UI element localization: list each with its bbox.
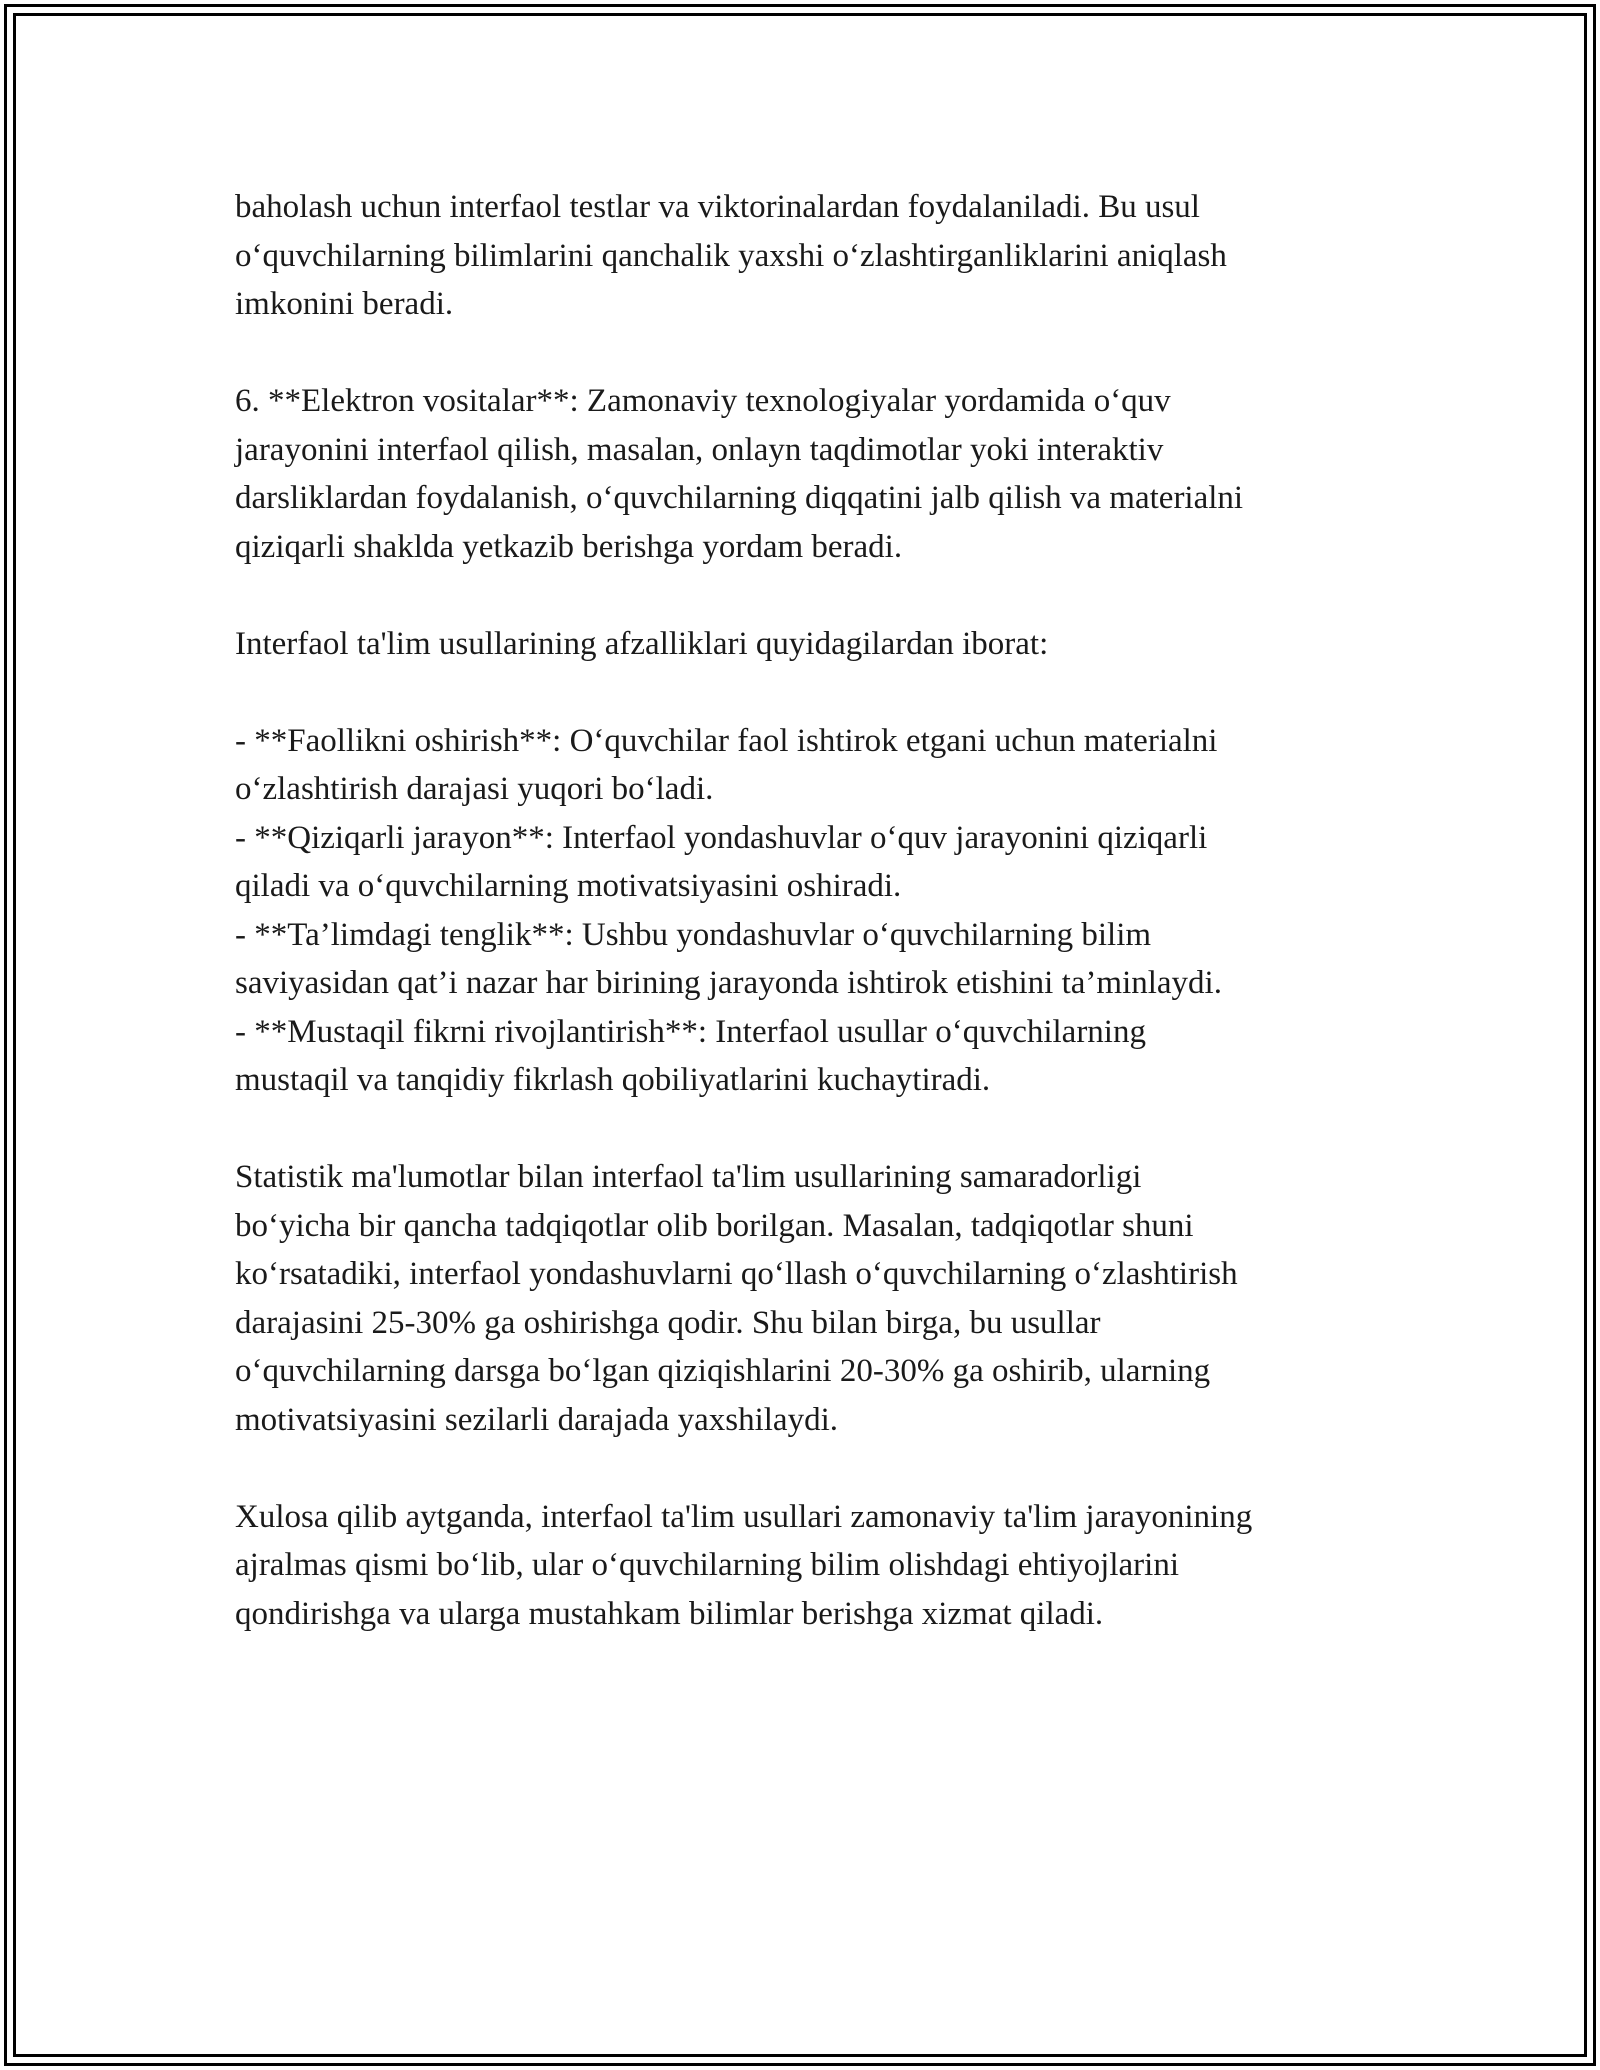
text-line: qondirishga va ularga mustahkam bilimlar berishga xizmat qiladi.	[235, 1595, 1104, 1632]
paragraph-advantages-intro	[235, 620, 1385, 669]
paragraph-statistics	[235, 1153, 1385, 1444]
text-line: ajralmas qismi bo‘lib, ular o‘quvchilarning bilim olishdagi ehtiyojlarini	[235, 1547, 1179, 1583]
text-line: qiziqarli shaklda yetkazib berishga yordam beradi.	[235, 528, 903, 565]
text-line: ko‘rsatadiki, interfaol yondashuvlarni qo‘llash o‘quvchilarning o‘zlashtirish	[235, 1256, 1238, 1292]
text-line: baholash uchun interfaol testlar va viktorinalardan foydalaniladi. Bu usul	[235, 189, 1200, 225]
list-item-line: - **Faollikni oshirish**: O‘quvchilar faol ishtirok etgani uchun materialni	[235, 722, 1218, 759]
text-line: o‘quvchilarning bilimlarini qanchalik yaxshi o‘zlashtirganliklarini aniqlash	[235, 237, 1227, 274]
text-line: darajasini 25-30% ga oshirishga qodir. Shu bilan birga, bu usullar	[235, 1304, 1101, 1341]
text-line: motivatsiyasini sezilarli darajada yaxshilaydi.	[235, 1401, 838, 1438]
list-item-line: qiladi va o‘quvchilarning motivatsiyasini oshiradi.	[235, 868, 902, 904]
paragraph-gap	[235, 1444, 1385, 1493]
paragraph-electronic-tools	[235, 377, 1385, 571]
text-line: o‘quvchilarning darsga bo‘lgan qiziqishlarini 20-30% ga oshirib, ularning	[235, 1353, 1211, 1389]
text-line: bo‘yicha bir qancha tadqiqotlar olib borilgan. Masalan, tadqiqotlar shuni	[235, 1207, 1194, 1244]
text-line: Interfaol ta'lim usullarining afzalliklari quyidagilardan iborat:	[235, 625, 1049, 662]
text-line: imkonini beradi.	[235, 286, 454, 322]
advantages-list	[235, 717, 1385, 1105]
document-body	[235, 183, 1385, 1638]
text-line: 6. **Elektron vositalar**: Zamonaviy texnologiyalar yordamida o‘quv	[235, 383, 1171, 419]
paragraph-assessment-continued	[235, 183, 1385, 329]
text-line: darsliklardan foydalanish, o‘quvchilarning diqqatini jalb qilish va materialni	[235, 480, 1244, 516]
list-item-line: - **Qiziqarli jarayon**: Interfaol yondashuvlar o‘quv jarayonini qiziqarli	[235, 819, 1208, 856]
paragraph-gap	[235, 668, 1385, 717]
list-item-line: mustaqil va tanqidiy fikrlash qobiliyatlarini kuchaytiradi.	[235, 1062, 991, 1098]
list-item-line: saviyasidan qat’i nazar har birining jarayonda ishtirok etishini ta’minlaydi.	[235, 965, 1222, 1001]
text-line: Statistik ma'lumotlar bilan interfaol ta'lim usullarining samaradorligi	[235, 1159, 1142, 1195]
paragraph-gap	[235, 571, 1385, 620]
text-line: Xulosa qilib aytganda, interfaol ta'lim usullari zamonaviy ta'lim jarayonining	[235, 1498, 1253, 1535]
list-item-line: o‘zlashtirish darajasi yuqori bo‘ladi.	[235, 771, 714, 807]
text-line: jarayonini interfaol qilish, masalan, onlayn taqdimotlar yoki interaktiv	[235, 431, 1164, 468]
paragraph-gap	[235, 329, 1385, 378]
paragraph-conclusion	[235, 1493, 1385, 1639]
paragraph-gap	[235, 1105, 1385, 1154]
list-item-line: - **Ta’limdagi tenglik**: Ushbu yondashuvlar o‘quvchilarning bilim	[235, 916, 1152, 953]
list-item-line: - **Mustaqil fikrni rivojlantirish**: Interfaol usullar o‘quvchilarning	[235, 1013, 1146, 1050]
